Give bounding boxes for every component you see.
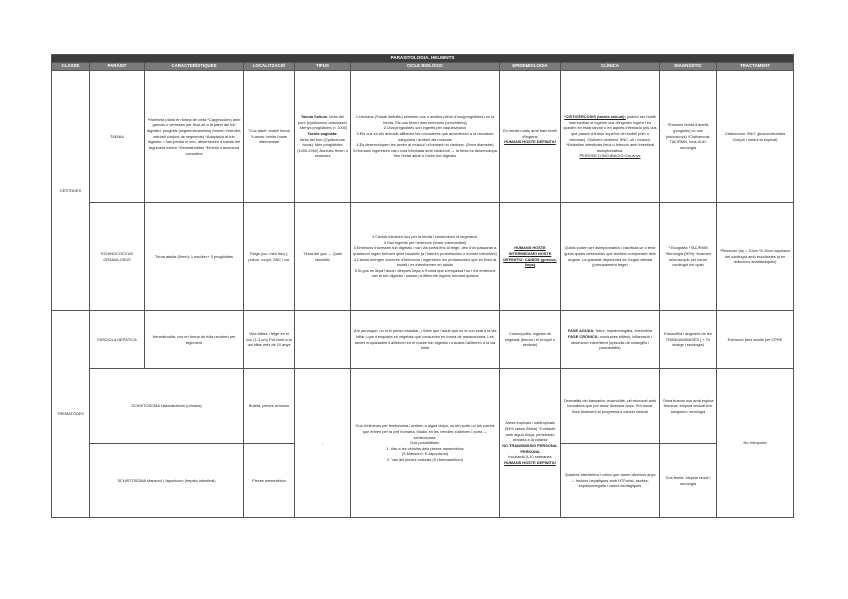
parasite-echinococcus: ECHINOCOCCUS GRANULOSUS bbox=[90, 203, 145, 311]
echino-tipus: Tènia del gos → Quist hidatídic bbox=[295, 203, 351, 311]
schisto-epidemiologia bbox=[500, 369, 561, 518]
fasciola-fase-aguda-text: febre, hepatomegàlia, eosinofília bbox=[595, 328, 652, 334]
taenia-diagnostic: *Examen femta d'anella (proglotis) i/o ous (microscopi) *Cisticercosi: TAC/RMN, fons d'ull i serologia bbox=[660, 71, 717, 203]
echino-epidemiologia bbox=[500, 203, 561, 311]
schisto-epi-no-transmission: NO TRANSMISSIÓ PERSONA-PERSONA bbox=[502, 443, 558, 454]
taenia-tractament: Cisticercosi: SNC: glucocorticoides Ocs(ull i medul·la espinal) bbox=[717, 71, 794, 203]
taenia-cicle-step: 3.Els ous en els animals alliberen les oncosferes que accedeixen a la circulació sanguínia i arriben als músculs bbox=[356, 130, 494, 142]
taenia-saginata-label: Taenia saginata: bbox=[307, 130, 338, 136]
taenia-solium-label: Taenia Solium bbox=[301, 113, 328, 119]
header-tipus: TIPUS bbox=[295, 63, 351, 71]
echino-cicle-step: 1.Cànids eliminen ous per la femta i contaminen la vegetació. bbox=[372, 233, 478, 239]
header-caracteristiques: CARACTERÍSTIQUES bbox=[145, 63, 244, 71]
fasciola-fase-cronica-label: FASE CRÒNICA: bbox=[568, 333, 599, 339]
schisto-mansoni-diagnostic: Ous femta, biòpsia rectal i serologia bbox=[660, 444, 717, 518]
taenia-clinica-label: *CISTICERCOSIS (taenia solium): bbox=[564, 113, 626, 119]
taenia-clinica-period: PERÍODE D'INCUBACIÓ=2m-anys bbox=[579, 153, 641, 159]
taenia-epi-emphasis: HUMANS HOSTE DEFINITIU bbox=[504, 139, 556, 145]
echino-cicle-step: 3.Embrions travessen tub digestiu i van via portal fins al fetge, des d'on passaran a qualsevol òrgan formant quist hidatídic (a l'interior protoescòlex o formes infectives) bbox=[353, 245, 497, 256]
echino-localitzacio: Fetge (loc. més freq.); pulmó, ronyó, SNC i cor bbox=[244, 203, 295, 311]
schisto-epi-incubacio: incubació 5-10 setmanes bbox=[508, 454, 552, 460]
header-localitzacio: LOCALITZACIÓ bbox=[244, 63, 295, 71]
schisto-haema-clinica: Dermatitis del banyador: eosinofília, cel·microcel amb hematúria que pot durar diversos anys. Pot donar llocs finalment al progressa a càncer vesical bbox=[561, 369, 660, 444]
fasciola-fase-aguda-label: FASE AGUDA: bbox=[567, 328, 595, 334]
parasite-fasciola: FASCIOLA HEPÀTICA bbox=[90, 311, 145, 369]
schisto-cicle-possibilities: Dos possibilitats: bbox=[410, 440, 440, 446]
class-cestodes: CÈSTODES bbox=[52, 71, 90, 311]
header-clinica: CLÍNICA bbox=[561, 63, 660, 71]
table-row-taenia bbox=[52, 71, 794, 203]
fasciola-caracteristiques: Hermafrodita, cos en forma de fulla recobert per tegument bbox=[145, 311, 244, 369]
schisto-cicle bbox=[351, 369, 500, 518]
fasciola-tipus bbox=[295, 311, 351, 369]
schisto-haema-diagnostic: Orina buscar ous amb espina terminal, biòpsia vesical enc sanguine i serologia bbox=[660, 369, 717, 444]
taenia-epi-text: En medis rurals amb baix nivell d'higiene bbox=[503, 128, 557, 139]
echino-cicle-step: 2.Ous ingerits per herbívors (hoste intermediari) bbox=[383, 239, 467, 245]
fasciola-diagnostic: Eosinofília i augment de les TRANSAMINASES ( + Tn imatge i serologia) bbox=[660, 311, 717, 369]
header-epidemiologia: EPIDEMIOLOGIA bbox=[500, 63, 561, 71]
echino-cicle bbox=[351, 203, 500, 311]
parasite-taenia: TAENIA bbox=[90, 71, 145, 203]
fasciola-epidemiologia: Cosmopolita, ingesta de vegetals (berros i el bròquil o similars) bbox=[500, 311, 561, 369]
helminth-table bbox=[51, 54, 794, 518]
taenia-cicle-step: 5.Humans ingereixen carn crua infectada amb cisticercs → la tènia es desenvolupa fins l'estat adult a l'ostre tub digestiu bbox=[353, 147, 497, 159]
taenia-clinica bbox=[561, 71, 660, 203]
schisto-cicle-option-2: 2. Van als plexes vesicals (S.Haematobium) bbox=[387, 457, 463, 463]
schisto-epi-text: Àreas tropicals i subtropicals (93% casos Àfrica) *Contacte amb aigua dolça, penetració cercària a la cutània bbox=[504, 420, 556, 443]
schisto-tipus: - bbox=[295, 369, 351, 518]
taenia-solium-text: : tènia del porc (cysticercus cellulosae) . Menys proglòtides (< 1000) bbox=[297, 113, 348, 131]
parasite-schistosoma-mansoni: SCHISTOSOMA Mansoni i Japonicum (hepato intestinal) bbox=[90, 444, 244, 518]
echino-cicle-step: 5.Si gos es llepa l'anus i després llepa a l'humà que s'empassa l'ou i els embrions van al tub digestiu i passen a diferents òrgans formant quistos bbox=[354, 267, 496, 279]
echino-diagnostic: * Ecografia *TAC/RMN *Serologia (50%) *examen microscòpic per veure contingut del quist bbox=[660, 203, 717, 311]
header-parasit: PARÀSIT bbox=[90, 63, 145, 71]
taenia-cicle-step: 1.Humans (*hoste definitiu) eliminen ous o anelles plens d'ous(proglòtides) en la femta. Els ous tenen dins embrions (oncosferes) bbox=[355, 113, 495, 125]
fasciola-tractament: Extracció pers adults per CPRE bbox=[717, 311, 794, 369]
table-row-schistosoma-haematobium bbox=[52, 369, 794, 444]
header-cicle-biologic: CICLE BIOLÒGIC bbox=[351, 63, 500, 71]
header-diagnostic: DIAGNÒSTIC bbox=[660, 63, 717, 71]
schisto-haema-localitzacio: Bufeta, plexes venosos bbox=[244, 369, 295, 444]
taenia-caracteristiques: *Holminta plana en forma de cinta *Cap(escòlex) amb ganxos o ventoses per fixar-se a la paret del tub digestiu; proglotis (segments/anelles) formen l'estròbil; estròbil conjunt de segments) *Adaptació al tub digestiu = han perdut el seu, absorbeixen a través del tegument extern *Hermafrodites *Embrió s'anomena oncosfera bbox=[145, 71, 244, 203]
taenia-localitzacio: *Cuc adult: budell humà *Larves: teixits hoste intermediari bbox=[244, 71, 295, 203]
table-row-echinococcus bbox=[52, 203, 794, 311]
taenia-clinica-text: podem ser hoste intermediari si ingerim ous d'ingereix ingerit i es queden en estat larvari o en aquets infestació (els ous que passin a tramu superior del budell prim o estomac). Cisticerc cerebral: SNC, ull / múscul. *Molèsties intestinals lleus o infecció amb intestinal asimptomàtica. bbox=[563, 113, 657, 153]
schisto-tractament: No m'importa bbox=[717, 369, 794, 518]
schisto-cicle-option-1-species: (S.Mansoni i S.Japonicum) bbox=[401, 451, 449, 457]
header-tractament: TRACTAMENT bbox=[717, 63, 794, 71]
schisto-epi-hoste: HUMANS HOSTE DEFINITIU bbox=[504, 459, 556, 465]
fasciola-fase-cronica-text: conductes biliars): inflamació i obstrucció intermitent (episodis de colangitis i pancreatitis) bbox=[570, 333, 652, 351]
schisto-cicle-option-1: 1. Van a les vènules dels plexes mesentèrics bbox=[386, 445, 464, 451]
echino-cicle-step: 4.Cànids mengen vísceres d'herbívors i ingereixen les protoescòlex que es fixen al budell i es transformen en adults bbox=[353, 256, 497, 268]
taenia-epidemiologia bbox=[500, 71, 561, 203]
table-row-fasciola bbox=[52, 311, 794, 369]
table-title: PARASITOLOGIA. HELMINTS bbox=[52, 55, 794, 63]
parasite-schistosoma-haematobium: SCHISTOSOMA Haematobium (urinaria) bbox=[90, 369, 244, 444]
echino-caracteristiques: Tènia adulta (5mm): 1 escòlex+ 3 proglòtides bbox=[145, 203, 244, 311]
taenia-tipus bbox=[295, 71, 351, 203]
fasciola-localitzacio: Vies biliars i fetge en el cuc (1-3 cm) Pot viure a la via biliar més de 10 anys bbox=[244, 311, 295, 369]
taenia-cicle-step: 2.Ous/proglòtides son ingerits per vaques/porcs bbox=[383, 125, 467, 131]
echino-clinica: Quists poden ser asimptomàtics i calcificar-se o tenir greus quists destructius que tendiria compressió dels òrgans. La gravetat depenndrà de l'òrgan afectat (principalment fetge) bbox=[561, 203, 660, 311]
fasciola-cicle: (Un pervaque, no m'el penso estudiar..) Sabe que l'adult que és el cuc està a la via biliar i que s'enquista en vegetals que consumim en forma de metacercària. Les larves enquistades s'alliberen en el nostre tub digestiu i s'acaba l'alliberen a la via biliar bbox=[351, 311, 500, 369]
header-classe: CLASSE bbox=[52, 63, 90, 71]
schisto-mansoni-clinica: Quadres disentèrics i còlics que duren diversos anys → lesions hepàtiques amb HTPortal, ascites, esplenomegàlia i varius esofàgiques bbox=[561, 444, 660, 518]
class-trematodes: TREMATÒDES bbox=[52, 311, 90, 518]
schisto-cicle-intro: Ous d'eliminen per femta/orina i arriben a aigua dolça, on fan surtir un les corries que entren per la pell humana. Madur en les vènules s'alleixen i porta → schistosoma. bbox=[355, 423, 495, 440]
taenia-cicle-step: 4.Es desenvolupen les larves al múscul i s'formant un cisticerc. (5mm diàmetre) bbox=[356, 142, 494, 148]
fasciola-clinica bbox=[561, 311, 660, 369]
taenia-cicle bbox=[351, 71, 500, 203]
schisto-mansoni-localitzacio: Plexes mesentèrics bbox=[244, 444, 295, 518]
echino-tractament: *Resecció (sp < 10cm *5-10cm aspiració del contingut amb escolicides (s'en reaccions anafilàctiques) bbox=[717, 203, 794, 311]
echino-epi-emphasis: HUMANS HOSTE INTERMEDIARI HOSTE DEFINITIU: CÀNIDS (gossos, llops) bbox=[503, 245, 557, 268]
taenia-saginata-text: tènia del bou (Cysticercus bovis). Més proglòtides (1000-2000) Àmdues tenen 4 ventoses bbox=[297, 136, 348, 159]
